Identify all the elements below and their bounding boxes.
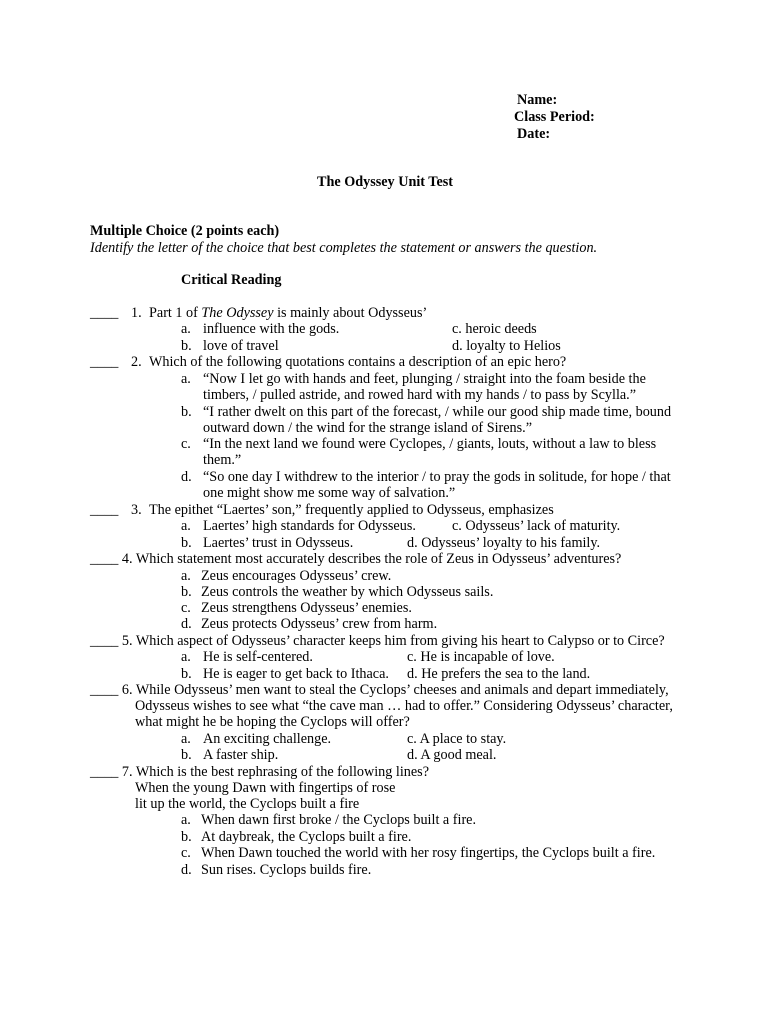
choice-letter: c. xyxy=(181,436,191,452)
choice-letter: d. xyxy=(181,616,192,632)
choice-letter: a. xyxy=(181,812,191,828)
choice-b: Laertes’ trust in Odysseus. xyxy=(203,535,354,551)
section-heading: Multiple Choice (2 points each) xyxy=(90,223,280,239)
answer-blank[interactable]: ____ xyxy=(90,502,119,518)
choice-letter: a. xyxy=(181,321,191,337)
choice-c-line-1: “In the next land we found were Cyclopes, / giants, louts, without a law to bless xyxy=(203,436,657,452)
choice-c: c. Odysseus’ lack of maturity. xyxy=(452,518,621,534)
choice-letter: a. xyxy=(181,649,191,665)
choice-letter: b. xyxy=(181,747,192,763)
choice-c: c. A place to stay. xyxy=(407,731,507,747)
choice-b: He is eager to get back to Ithaca. xyxy=(203,666,389,682)
choice-a: Laertes’ high standards for Odysseus. xyxy=(203,518,416,534)
question-line: ____ 7. Which is the best rephrasing of the following lines? xyxy=(90,764,429,780)
date-label: Date: xyxy=(517,126,551,142)
choice-letter: b. xyxy=(181,666,192,682)
choice-letter: a. xyxy=(181,731,191,747)
choice-a: An exciting challenge. xyxy=(203,731,332,747)
choice-d-line-2: one might show me some way of salvation.” xyxy=(203,485,456,501)
choice-letter: d. xyxy=(181,862,192,878)
choice-b: At daybreak, the Cyclops built a fire. xyxy=(201,829,412,845)
choice-a-line-2: timbers, / pulled astride, and rowed hard with my hands / to pass by Scylla.” xyxy=(203,387,637,403)
choice-c-line-2: them.” xyxy=(203,452,242,468)
choice-b: Zeus controls the weather by which Odysseus sails. xyxy=(201,584,494,600)
class-period-label: Class Period: xyxy=(514,109,595,125)
stem-title: The Odyssey xyxy=(201,305,274,321)
choice-a: When dawn first broke / the Cyclops built a fire. xyxy=(201,812,477,828)
choice-letter: b. xyxy=(181,404,192,420)
choice-a: influence with the gods. xyxy=(203,321,340,337)
choice-letter: b. xyxy=(181,338,192,354)
choice-c: Zeus strengthens Odysseus’ enemies. xyxy=(201,600,412,616)
choice-d-line-1: “So one day I withdrew to the interior / to pray the gods in solitude, for hope / that xyxy=(203,469,671,485)
question-line: ____ 4. Which statement most accurately describes the role of Zeus in Odysseus’ adventures? xyxy=(90,551,622,567)
answer-blank[interactable]: ____ xyxy=(90,305,119,321)
choice-d: d. A good meal. xyxy=(407,747,497,763)
choice-letter: a. xyxy=(181,518,191,534)
question-line: ____ 5. Which aspect of Odysseus’ character keeps him from giving his heart to Calypso or to Circe? xyxy=(90,633,665,649)
choice-a: He is self-centered. xyxy=(203,649,313,665)
answer-blank[interactable]: ____ xyxy=(90,354,119,370)
choice-c: c. He is incapable of love. xyxy=(407,649,555,665)
choice-letter: b. xyxy=(181,584,192,600)
choice-b: love of travel xyxy=(203,338,279,354)
question-stem: The epithet “Laertes’ son,” frequently applied to Odysseus, emphasizes xyxy=(149,502,554,518)
quote-line-2: lit up the world, the Cyclops built a fire xyxy=(135,796,360,812)
choice-d: Sun rises. Cyclops builds fire. xyxy=(201,862,372,878)
choice-d: d. He prefers the sea to the land. xyxy=(407,666,591,682)
stem-text: is mainly about Odysseus’ xyxy=(273,305,428,321)
question-number: 1. xyxy=(131,305,142,321)
choice-b-line-2: outward down / the wind for the strange island of Sirens.” xyxy=(203,420,533,436)
name-label: Name: xyxy=(517,92,558,108)
question-stem xyxy=(149,305,427,322)
choice-letter: a. xyxy=(181,568,191,584)
question-number: 2. xyxy=(131,354,142,370)
section-subheading: Critical Reading xyxy=(181,272,282,288)
question-line-2: Odysseus wishes to see what “the cave man … had to offer.” Considering Odysseus’ character, xyxy=(135,698,673,714)
choice-b: A faster ship. xyxy=(203,747,279,763)
question-stem: Which of the following quotations contains a description of an epic hero? xyxy=(149,354,567,370)
choice-c: When Dawn touched the world with her rosy fingertips, the Cyclops built a fire. xyxy=(201,845,656,861)
choice-letter: b. xyxy=(181,535,192,551)
choice-d: d. Odysseus’ loyalty to his family. xyxy=(407,535,601,551)
choice-letter: c. xyxy=(181,845,191,861)
choice-letter: d. xyxy=(181,469,192,485)
choice-d: d. loyalty to Helios xyxy=(452,338,561,354)
choice-c: c. heroic deeds xyxy=(452,321,537,337)
choice-a-line-1: “Now I let go with hands and feet, plunging / straight into the foam beside the xyxy=(203,371,646,387)
choice-b-line-1: “I rather dwelt on this part of the forecast, / while our good ship made time, bound xyxy=(203,404,672,420)
choice-a: Zeus encourages Odysseus’ crew. xyxy=(201,568,392,584)
choice-letter: c. xyxy=(181,600,191,616)
quote-line-1: When the young Dawn with fingertips of rose xyxy=(135,780,396,796)
choice-d: Zeus protects Odysseus’ crew from harm. xyxy=(201,616,438,632)
choice-letter: b. xyxy=(181,829,192,845)
section-instructions: Identify the letter of the choice that best completes the statement or answers the question. xyxy=(90,240,598,256)
page-title: The Odyssey Unit Test xyxy=(317,174,453,190)
question-line-3: what might he be hoping the Cyclops will offer? xyxy=(135,714,410,730)
question-line: ____ 6. While Odysseus’ men want to steal the Cyclops’ cheeses and animals and depart immediately, xyxy=(90,682,669,698)
question-number: 3. xyxy=(131,502,142,518)
stem-text: Part 1 of xyxy=(149,305,202,321)
choice-letter: a. xyxy=(181,371,191,387)
